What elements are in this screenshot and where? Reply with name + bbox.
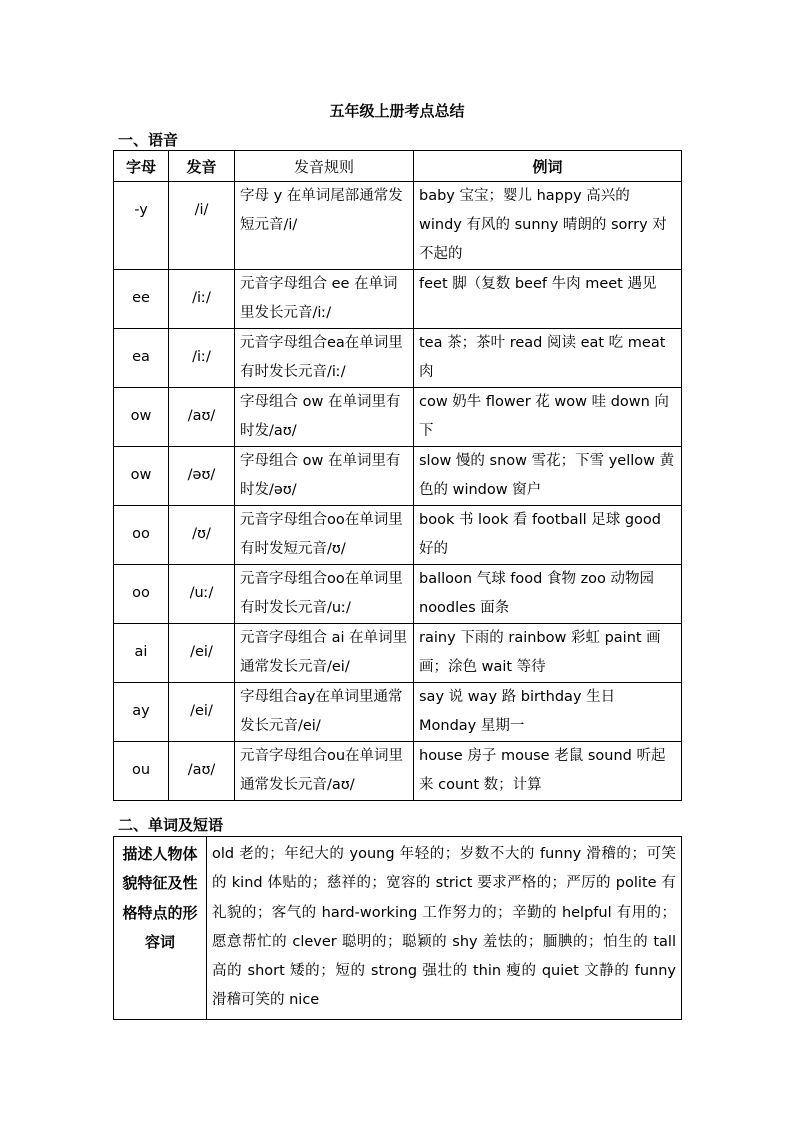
- phonics-row: [114, 624, 682, 683]
- row-rule: [235, 683, 414, 742]
- header-rule: 发音规则: [235, 151, 414, 182]
- row-examples-text: cow 奶牛 flower 花 wow 哇 down 向下: [419, 394, 669, 439]
- row-rule: [235, 742, 414, 801]
- row-letter-text: ee: [132, 290, 150, 306]
- row-sound: [169, 565, 235, 624]
- row-sound: [169, 683, 235, 742]
- row-rule-text: 字母组合 ow 在单词里有时发/aʊ/: [240, 394, 401, 439]
- row-sound: [169, 270, 235, 329]
- row-sound: [169, 624, 235, 683]
- row-sound-text: /əʊ/: [187, 467, 216, 483]
- row-sound-text: /ei/: [190, 703, 213, 719]
- row-examples: [414, 506, 682, 565]
- row-letter-text: ay: [132, 703, 150, 719]
- row-sound: [169, 506, 235, 565]
- row-sound-text: /iː/: [192, 290, 211, 306]
- row-rule-text: 元音字母组合 ai 在单词里通常发长元音/ei/: [240, 630, 408, 675]
- vocab-category-label: 描述人物体貌特征及性格特点的形容词: [114, 837, 207, 1020]
- row-letter-text: oo: [132, 526, 150, 542]
- phonics-row: [114, 388, 682, 447]
- row-rule: [235, 329, 414, 388]
- row-letter: [114, 742, 169, 801]
- row-examples-text: feet 脚（复数 beef 牛肉 meet 遇见: [419, 276, 657, 292]
- row-letter-text: ow: [130, 467, 152, 483]
- row-examples-text: baby 宝宝；婴儿 happy 高兴的 windy 有风的 sunny 晴朗的 sorry 对不起的: [419, 188, 667, 262]
- row-examples-text: say 说 way 路 birthday 生日 Monday 星期一: [419, 689, 616, 734]
- row-examples: [414, 270, 682, 329]
- row-rule-text: 元音字母组合 ee 在单词里发长元音/iː/: [240, 276, 398, 321]
- row-rule-text: 字母组合 ow 在单词里有时发/əʊ/: [240, 453, 401, 498]
- phonics-row: [114, 447, 682, 506]
- row-sound-text: /i/: [194, 202, 209, 218]
- row-examples: [414, 624, 682, 683]
- row-examples-text: slow 慢的 snow 雪花；下雪 yellow 黄色的 window 窗户: [419, 453, 675, 498]
- row-rule-text: 字母 y 在单词尾部通常发短元音/i/: [240, 188, 403, 233]
- row-examples: [414, 683, 682, 742]
- row-examples: [414, 742, 682, 801]
- row-sound-text: /iː/: [192, 349, 211, 365]
- row-letter-text: ou: [131, 762, 151, 778]
- row-sound: [169, 388, 235, 447]
- row-letter: [114, 270, 169, 329]
- row-examples: [414, 329, 682, 388]
- phonics-row: [114, 270, 682, 329]
- row-sound-text: /aʊ/: [187, 408, 216, 424]
- row-letter: [114, 447, 169, 506]
- row-examples-text: house 房子 mouse 老鼠 sound 听起来 count 数；计算: [419, 748, 666, 793]
- row-rule-text: 元音字母组合ea在单词里有时发长元音/iː/: [240, 335, 403, 380]
- row-examples: [414, 182, 682, 270]
- header-sound: 发音: [169, 151, 235, 182]
- row-letter: [114, 506, 169, 565]
- row-sound: [169, 742, 235, 801]
- row-letter-text: ow: [130, 408, 152, 424]
- row-letter-text: oo: [132, 585, 150, 601]
- row-examples: [414, 388, 682, 447]
- phonics-row: [114, 182, 682, 270]
- row-rule: [235, 624, 414, 683]
- row-examples-text: rainy 下雨的 rainbow 彩虹 paint 画画；涂色 wait 等待: [419, 630, 661, 675]
- row-letter: [114, 329, 169, 388]
- row-sound: [169, 329, 235, 388]
- row-rule-text: 元音字母组合ou在单词里通常发长元音/aʊ/: [240, 748, 404, 793]
- phonics-row: [114, 565, 682, 624]
- row-rule-text: 字母组合ay在单词里通常发长元音/ei/: [240, 689, 403, 734]
- row-letter: [114, 388, 169, 447]
- header-examples: 例词: [414, 151, 682, 182]
- row-sound: [169, 182, 235, 270]
- phonics-table: [113, 150, 682, 801]
- row-examples-text: balloon 气球 food 食物 zoo 动物园 noodles 面条: [419, 571, 655, 616]
- row-sound-text: /ei/: [190, 644, 213, 660]
- row-letter: [114, 182, 169, 270]
- vocab-word-list: old 老的；年纪大的 young 年轻的；岁数不大的 funny 滑稽的；可笑的 kind 体贴的；慈祥的；宽容的 strict 要求严格的；严厉的 polite 有礼貌的；客气的 hard-working 工作努力的；辛勤的 helpful 有用的；愿意帮忙的 clever 聪明的；聪颖的 shy 羞怯的；腼腆的；怕生的 tall 高的 short 矮的；短的 strong 强壮的 thin 瘦的 quiet 文静的 funny 滑稽可笑的 nice: [207, 837, 682, 1020]
- row-rule: [235, 447, 414, 506]
- phonics-row: [114, 506, 682, 565]
- row-rule-text: 元音字母组合oo在单词里有时发短元音/ʊ/: [240, 512, 403, 557]
- row-rule: [235, 182, 414, 270]
- row-rule: [235, 565, 414, 624]
- row-examples: [414, 565, 682, 624]
- row-sound: [169, 447, 235, 506]
- row-examples: [414, 447, 682, 506]
- section-heading-vocab: 二、单词及短语: [118, 816, 224, 834]
- row-rule: [235, 506, 414, 565]
- row-letter: [114, 683, 169, 742]
- row-letter: [114, 565, 169, 624]
- row-letter-text: ai: [134, 644, 148, 660]
- row-rule: [235, 388, 414, 447]
- section-heading-phonics: 一、语音: [118, 131, 179, 149]
- row-rule: [235, 270, 414, 329]
- row-examples-text: book 书 look 看 football 足球 good 好的: [419, 512, 661, 557]
- row-sound-text: /ʊ/: [192, 526, 211, 542]
- row-examples-text: tea 茶；茶叶 read 阅读 eat 吃 meat 肉: [419, 335, 666, 380]
- header-letter: 字母: [114, 151, 169, 182]
- phonics-row: [114, 329, 682, 388]
- row-rule-text: 元音字母组合oo在单词里有时发长元音/uː/: [240, 571, 403, 616]
- vocab-table: [113, 836, 682, 1020]
- row-letter-text: ea: [132, 349, 150, 365]
- phonics-row: [114, 742, 682, 801]
- row-sound-text: /uː/: [189, 585, 214, 601]
- row-letter: [114, 624, 169, 683]
- phonics-row: [114, 683, 682, 742]
- row-letter-text: -y: [134, 202, 148, 218]
- page-title: 五年级上册考点总结: [329, 102, 465, 120]
- row-sound-text: /aʊ/: [187, 762, 216, 778]
